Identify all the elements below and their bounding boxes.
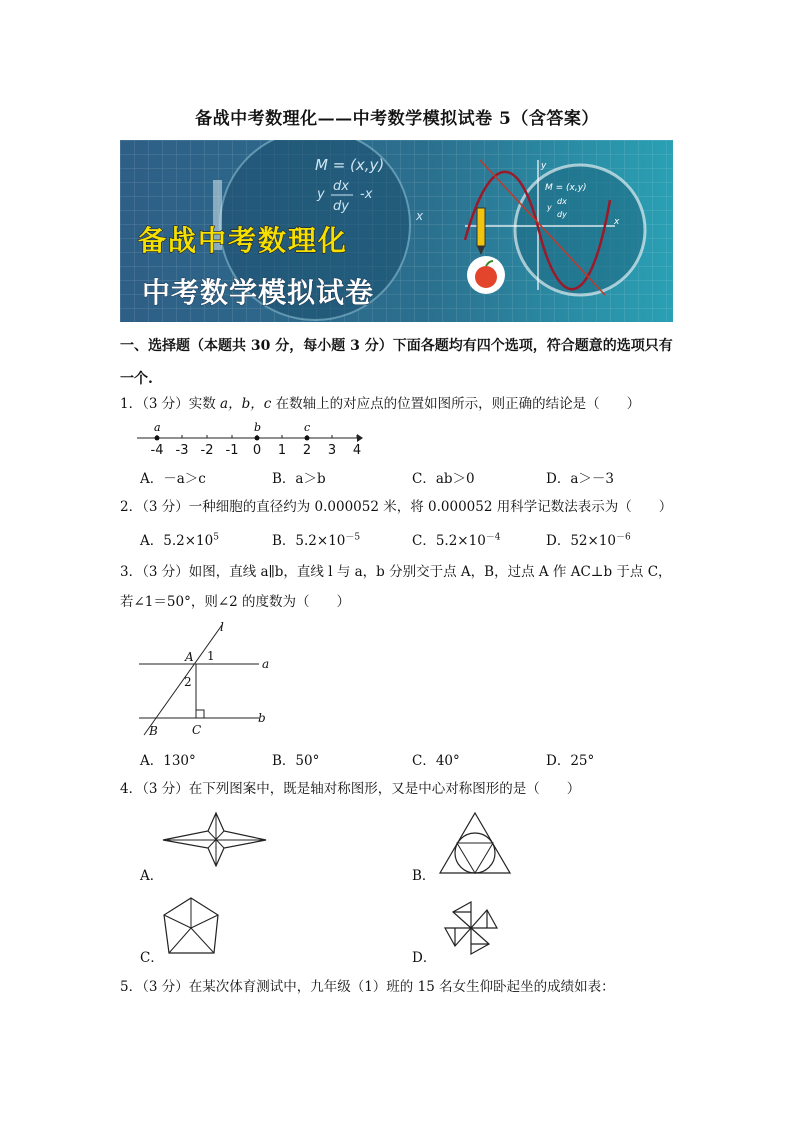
banner-small-y: y — [547, 203, 552, 212]
q2-option-d[interactable]: D．$52\times 10^{-6}$ — [546, 532, 631, 549]
axis-tick-label: -4 — [150, 443, 164, 458]
q1-number-line — [135, 418, 365, 460]
q3-option-c[interactable]: C．40° — [412, 753, 460, 769]
axis-tick-label: -3 — [175, 443, 189, 458]
page-title: 备战中考数理化——中考数学模拟试卷 5（含答案） — [195, 109, 599, 129]
banner-formula-x: x — [416, 209, 424, 223]
q3-option-b[interactable]: B．50° — [272, 753, 320, 769]
axis-tick-label: 2 — [302, 443, 312, 458]
banner-line2: 中考数学模拟试卷 — [142, 276, 375, 309]
label-a: a — [154, 421, 161, 434]
q4-figure-d-pinwheel — [441, 898, 501, 958]
axis-y-label: y — [541, 161, 547, 171]
axis-tick-label: -1 — [225, 443, 239, 458]
label-l: l — [220, 620, 224, 634]
q4-figure-b-triangle-circle — [437, 810, 513, 876]
apple-icon — [475, 266, 497, 288]
axis-tick-label: 4 — [352, 443, 362, 458]
label-b: b — [254, 421, 262, 434]
question-3-stem-line2: 若∠1＝50°，则∠2 的度数为（ ） — [120, 594, 351, 610]
question-1-stem: 1．（3 分）实数 a，b，c 在数轴上的对应点的位置如图所示，则正确的结论是（ ） — [120, 396, 641, 412]
label-angle-2: 2 — [184, 675, 192, 689]
section-header: 一、选择题（本题共 30 分，每小题 3 分）下面各题均有四个选项，符合题意的选项只有一个. — [120, 338, 673, 387]
axis-tick-label: 3 — [327, 443, 337, 458]
banner-formula-minus-x: -x — [360, 187, 373, 202]
q4-option-a[interactable]: A． — [140, 868, 164, 884]
point-b — [255, 436, 260, 441]
q1-option-d[interactable]: D．a＞－3 — [546, 471, 614, 487]
label-c: c — [304, 421, 311, 434]
label-C: C — [192, 723, 202, 737]
banner-formula-dy: dy — [333, 199, 349, 214]
banner-formula-m: M = (x,y) — [315, 156, 385, 174]
pencil-icon — [477, 208, 485, 246]
axis-tick-label: 0 — [252, 443, 262, 458]
banner-small-dy: dy — [557, 210, 567, 219]
q1-option-c[interactable]: C．ab＞0 — [412, 471, 475, 487]
q1-option-b[interactable]: B．a＞b — [272, 471, 326, 487]
axis-tick-label: 1 — [277, 443, 287, 458]
q3-option-a[interactable]: A．130° — [140, 753, 196, 769]
banner-formula-dx: dx — [333, 179, 349, 194]
q3-figure — [134, 618, 284, 740]
q2-option-b[interactable]: B．$5.2\times 10^{-5}$ — [272, 532, 361, 549]
q4-option-c[interactable]: C． — [140, 950, 164, 966]
axis-x-label: x — [614, 217, 620, 227]
banner-small-dx: dx — [557, 197, 567, 206]
label-A: A — [185, 650, 194, 664]
label-B: B — [149, 724, 158, 738]
q4-figure-a-star — [160, 811, 270, 867]
axis-tick-label: -2 — [200, 443, 214, 458]
question-3-stem-line1: 3．（3 分）如图，直线 a∥b，直线 l 与 a，b 分别交于点 A，B，过点 A 作 AC⊥b 于点 C， — [120, 564, 672, 580]
point-c — [305, 436, 310, 441]
question-5-stem: 5．（3 分）在某次体育测试中，九年级（1）班的 15 名女生仰卧起坐的成绩如表： — [120, 979, 615, 995]
q1-option-a[interactable]: A．－a＞c — [140, 471, 206, 487]
q4-option-d[interactable]: D． — [412, 950, 437, 966]
label-angle-1: 1 — [207, 649, 215, 663]
q3-option-d[interactable]: D．25° — [546, 753, 595, 769]
q2-option-c[interactable]: C．$5.2\times 10^{-4}$ — [412, 532, 501, 549]
q4-figure-c-pentagon — [161, 895, 221, 959]
question-4-stem: 4．（3 分）在下列图案中，既是轴对称图形，又是中心对称图形的是（ ） — [120, 781, 581, 797]
banner-formula-y: y — [317, 187, 325, 202]
point-a — [155, 436, 160, 441]
banner-line1: 备战中考数理化 — [138, 224, 349, 257]
label-line-b: b — [258, 711, 266, 725]
banner-image — [120, 140, 673, 322]
label-line-a: a — [262, 657, 270, 671]
banner-small-m: M = (x,y) — [545, 183, 587, 193]
question-2-stem: 2．（3 分）一种细胞的直径约为 0.000052 米，将 0.000052 用科学记数法表示为（ ） — [120, 499, 673, 515]
q4-option-b[interactable]: B． — [412, 868, 436, 884]
q2-option-a[interactable]: A．$5.2\times 10^5$ — [140, 532, 219, 549]
